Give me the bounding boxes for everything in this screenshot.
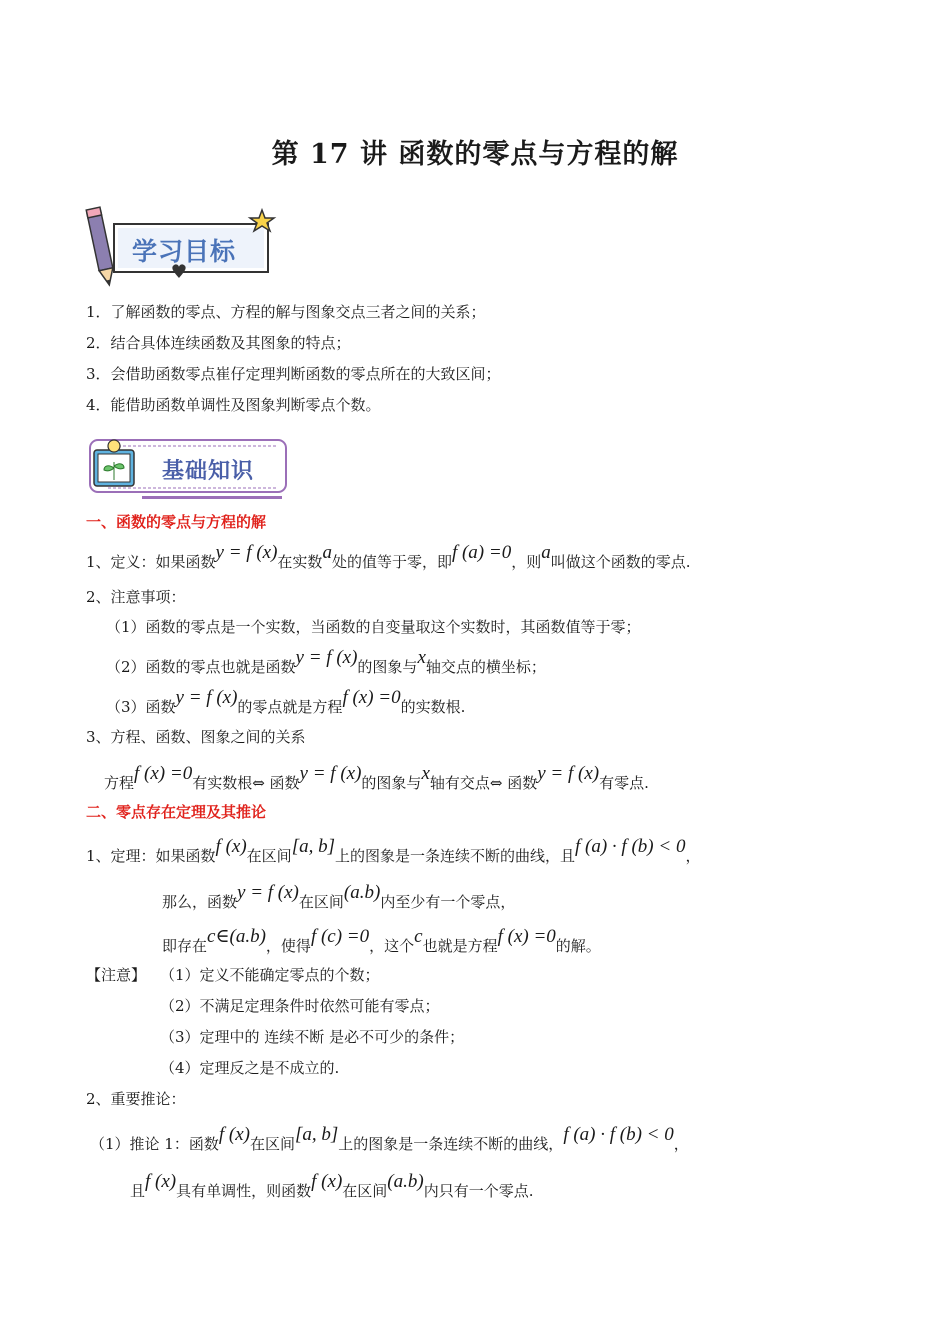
formula: f (c) =0 xyxy=(310,926,370,947)
attention-item: （4）定理反之是不成立的. xyxy=(160,1059,340,1077)
note-item: （1）函数的零点是一个实数，当函数的自变量取这个实数时，其函数值等于零； xyxy=(106,618,641,636)
attention-label: 【注意】 xyxy=(86,966,147,984)
text: ， xyxy=(685,847,701,865)
formula: (a.b) xyxy=(387,1171,424,1192)
text: ，这个 xyxy=(369,937,415,955)
text: 在实数 xyxy=(277,553,323,571)
formula: c xyxy=(414,926,423,947)
corollary-line-2 xyxy=(130,1171,534,1201)
formula: a xyxy=(541,542,551,563)
text: 的图象与 xyxy=(357,658,418,676)
notes-label: 2、注意事项： xyxy=(86,588,186,606)
text: 的零点就是方程 xyxy=(237,698,343,716)
text: 且 xyxy=(130,1182,146,1200)
formula: y = f (x) xyxy=(237,882,299,903)
formula: y = f (x) xyxy=(295,647,358,668)
text: 内至少有一个零点， xyxy=(380,893,516,911)
formula: f (x) =0 xyxy=(134,763,193,784)
formula: f (x) xyxy=(145,1171,177,1192)
text: 轴有交点⇔ 函数 xyxy=(429,774,538,792)
banner-learning-goals-label: 学习目标 xyxy=(132,237,237,266)
section-heading-1: 一、函数的零点与方程的解 xyxy=(86,513,267,531)
note-item xyxy=(106,647,546,677)
text: （1）推论 1：函数 xyxy=(90,1135,219,1153)
relation-line xyxy=(104,763,649,793)
formula: y = f (x) xyxy=(215,542,278,563)
text: 也就是方程 xyxy=(422,937,498,955)
theorem-line-3 xyxy=(162,926,601,956)
text: 的实数根. xyxy=(400,698,466,716)
text: 的图象与 xyxy=(361,774,422,792)
text: 内只有一个零点. xyxy=(423,1182,534,1200)
text: 在区间 xyxy=(298,893,344,911)
attention-item: （3）定理中的 连续不断 是必不可少的条件； xyxy=(160,1028,465,1046)
text: ， xyxy=(673,1135,689,1153)
formula: f (a) =0 xyxy=(451,542,512,563)
goal-item: 4．能借助函数单调性及图象判断零点个数。 xyxy=(86,396,381,414)
text: 在区间 xyxy=(246,847,292,865)
banner-basic-knowledge-label: 基础知识 xyxy=(162,459,255,484)
formula: x xyxy=(421,763,430,784)
note-item xyxy=(106,687,466,717)
attention-item: （1）定义不能确定零点的个数； xyxy=(160,966,380,984)
text: 在区间 xyxy=(342,1182,388,1200)
corollary-line-1 xyxy=(90,1124,689,1154)
formula: f (x) =0 xyxy=(342,687,401,708)
formula: y = f (x) xyxy=(299,763,362,784)
text: 1、定理：如果函数 xyxy=(86,847,216,865)
text: 的解。 xyxy=(555,937,601,955)
formula: c∈(a.b) xyxy=(207,926,266,947)
formula: a xyxy=(322,542,332,563)
formula: (a.b) xyxy=(343,882,381,903)
formula: f (x) xyxy=(218,1124,250,1145)
text: 上的图象是一条连续不断的曲线， xyxy=(338,1135,564,1153)
text: 1、定义：如果函数 xyxy=(86,553,216,571)
text: 在区间 xyxy=(249,1135,295,1153)
text: 那么，函数 xyxy=(162,893,238,911)
text: 具有单调性，则函数 xyxy=(176,1182,312,1200)
formula: f (a) · f (b) < 0 xyxy=(575,836,686,857)
text: （3）函数 xyxy=(106,698,176,716)
corollary-label: 2、重要推论： xyxy=(86,1090,186,1108)
text: 处的值等于零，即 xyxy=(331,553,452,571)
goal-item: 3．会借助函数零点崔仔定理判断函数的零点所在的大致区间； xyxy=(86,365,501,383)
section-heading-2: 二、零点存在定理及其推论 xyxy=(86,803,267,821)
formula: y = f (x) xyxy=(537,763,600,784)
banner-learning-goals xyxy=(84,198,280,288)
formula: [a, b] xyxy=(295,1124,339,1145)
definition-line xyxy=(86,542,691,572)
page-title: 第 17 讲 函数的零点与方程的解 xyxy=(271,139,679,170)
text: 有实数根⇔ 函数 xyxy=(192,774,300,792)
goal-item: 1．了解函数的零点、方程的解与图象交点三者之间的关系； xyxy=(86,303,486,321)
text: 叫做这个函数的零点. xyxy=(550,553,691,571)
formula: y = f (x) xyxy=(175,687,238,708)
attention-item: （2）不满足定理条件时依然可能有零点； xyxy=(160,997,440,1015)
text: 方程 xyxy=(104,774,135,792)
formula: x xyxy=(417,647,426,668)
text: 即存在 xyxy=(162,937,208,955)
formula: f (x) xyxy=(311,1171,343,1192)
theorem-line-1 xyxy=(86,836,701,866)
text: ，则 xyxy=(511,553,542,571)
relation-label: 3、方程、函数、图象之间的关系 xyxy=(86,728,306,746)
text: 上的图象是一条连续不断的曲线，且 xyxy=(334,847,575,865)
formula: f (a) · f (b) < 0 xyxy=(563,1124,674,1145)
text: 有零点. xyxy=(599,774,649,792)
text: ，使得 xyxy=(265,937,311,955)
formula: f (x) xyxy=(215,836,247,857)
text: 轴交点的横坐标； xyxy=(425,658,546,676)
text: （2）函数的零点也就是函数 xyxy=(106,658,296,676)
formula: f (x) =0 xyxy=(497,926,556,947)
formula: [a, b] xyxy=(291,836,335,857)
theorem-line-2 xyxy=(162,882,516,912)
banner-basic-knowledge xyxy=(86,434,292,504)
goal-item: 2．结合具体连续函数及其图象的特点； xyxy=(86,334,351,352)
